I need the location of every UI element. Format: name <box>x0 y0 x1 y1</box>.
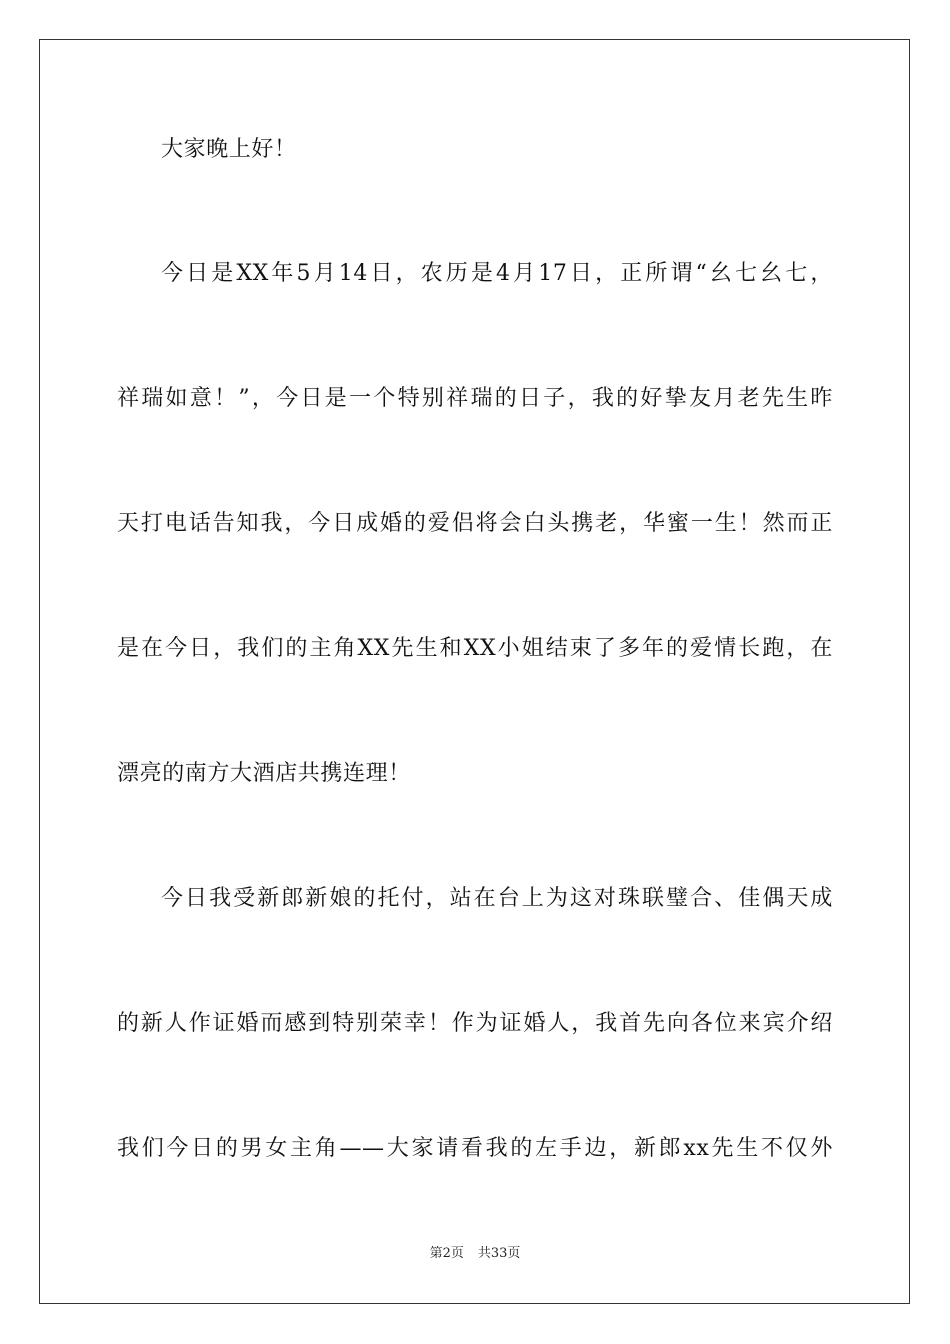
paragraph-line: 是在今日，我们的主角XX先生和XX小姐结束了多年的爱情长跑，在 <box>117 636 833 661</box>
paragraph-line: 今日是XX年5月14日，农历是4月17日，正所谓“幺七幺七， <box>161 261 833 286</box>
page-number: 第2页 <box>429 1246 464 1261</box>
page-footer <box>0 1245 950 1263</box>
paragraph-line: 祥瑞如意！”，今日是一个特别祥瑞的日子，我的好挚友月老先生昨 <box>117 386 833 411</box>
paragraph-line: 的新人作证婚而感到特别荣幸！作为证婚人，我首先向各位来宾介绍 <box>117 1011 833 1036</box>
paragraph-line: 天打电话告知我，今日成婚的爱侣将会白头携老，华蜜一生！然而正 <box>117 511 833 536</box>
page-total: 共33页 <box>477 1246 521 1261</box>
paragraph-line: 我们今日的男女主角——大家请看我的左手边，新郎xx先生不仅外 <box>117 1136 833 1161</box>
paragraph-line: 漂亮的南方大酒店共携连理！ <box>117 761 411 786</box>
paragraph-line: 今日我受新郎新娘的托付，站在台上为这对珠联璧合、佳偶天成 <box>161 886 833 911</box>
page-border <box>39 39 910 1304</box>
greeting-line: 大家晚上好！ <box>161 137 297 162</box>
